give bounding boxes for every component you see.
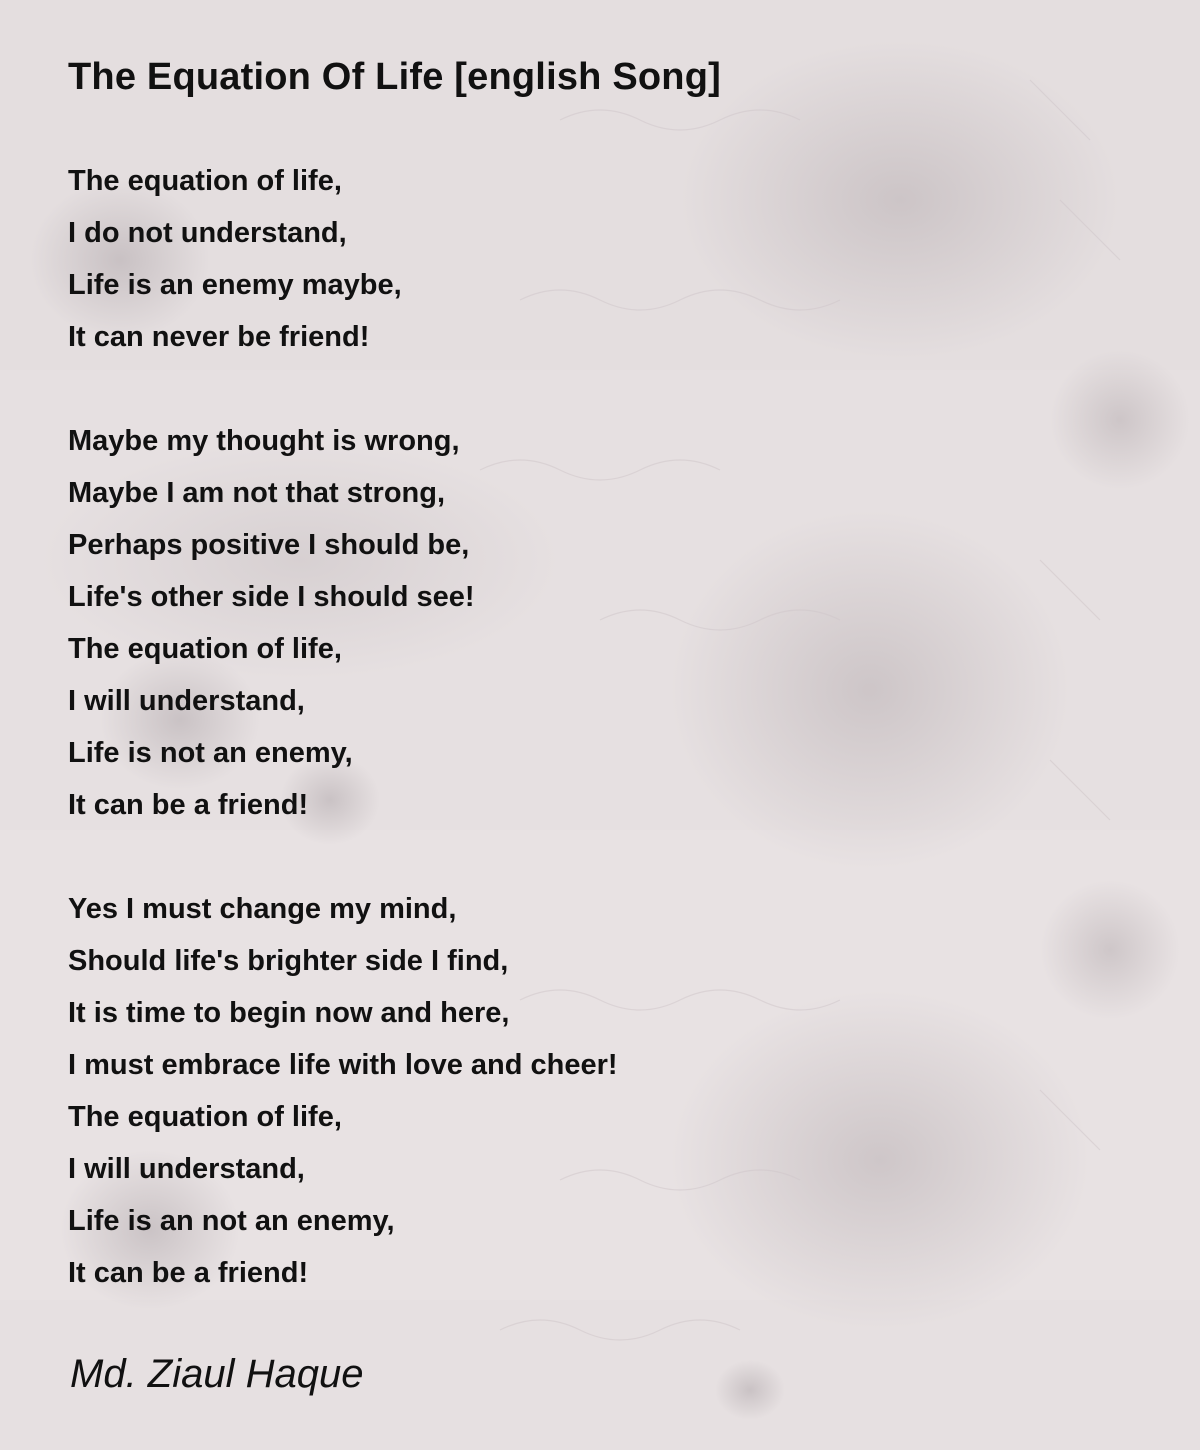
poem-line: It is time to begin now and here,: [68, 997, 510, 1029]
poem-line: I will understand,: [68, 1153, 305, 1185]
poem-author: Md. Ziaul Haque: [70, 1352, 364, 1396]
poem-line: It can never be friend!: [68, 321, 370, 353]
poem-line: The equation of life,: [68, 165, 342, 197]
poem-line: Maybe I am not that strong,: [68, 477, 446, 509]
poem-line: It can be a friend!: [68, 789, 309, 821]
poem-line: Life's other side I should see!: [68, 581, 475, 613]
poem-line: I will understand,: [68, 685, 305, 717]
poem-title: The Equation Of Life [english Song]: [68, 56, 721, 98]
poem-body: [68, 155, 618, 1299]
poem-line: Maybe my thought is wrong,: [68, 425, 460, 457]
poem-line: Life is an enemy maybe,: [68, 269, 402, 301]
stanza-break: [68, 363, 618, 415]
poem-line: Yes I must change my mind,: [68, 893, 457, 925]
poem-line: Perhaps positive I should be,: [68, 529, 470, 561]
poem-line: I do not understand,: [68, 217, 347, 249]
poem-line: The equation of life,: [68, 633, 342, 665]
poem-line: I must embrace life with love and cheer!: [68, 1049, 618, 1081]
poem-line: Life is not an enemy,: [68, 737, 353, 769]
poem-line: It can be a friend!: [68, 1257, 309, 1289]
poem-line: Should life's brighter side I find,: [68, 945, 509, 977]
poem-line: The equation of life,: [68, 1101, 342, 1133]
poem-line: Life is an not an enemy,: [68, 1205, 395, 1237]
stanza-break: [68, 831, 618, 883]
